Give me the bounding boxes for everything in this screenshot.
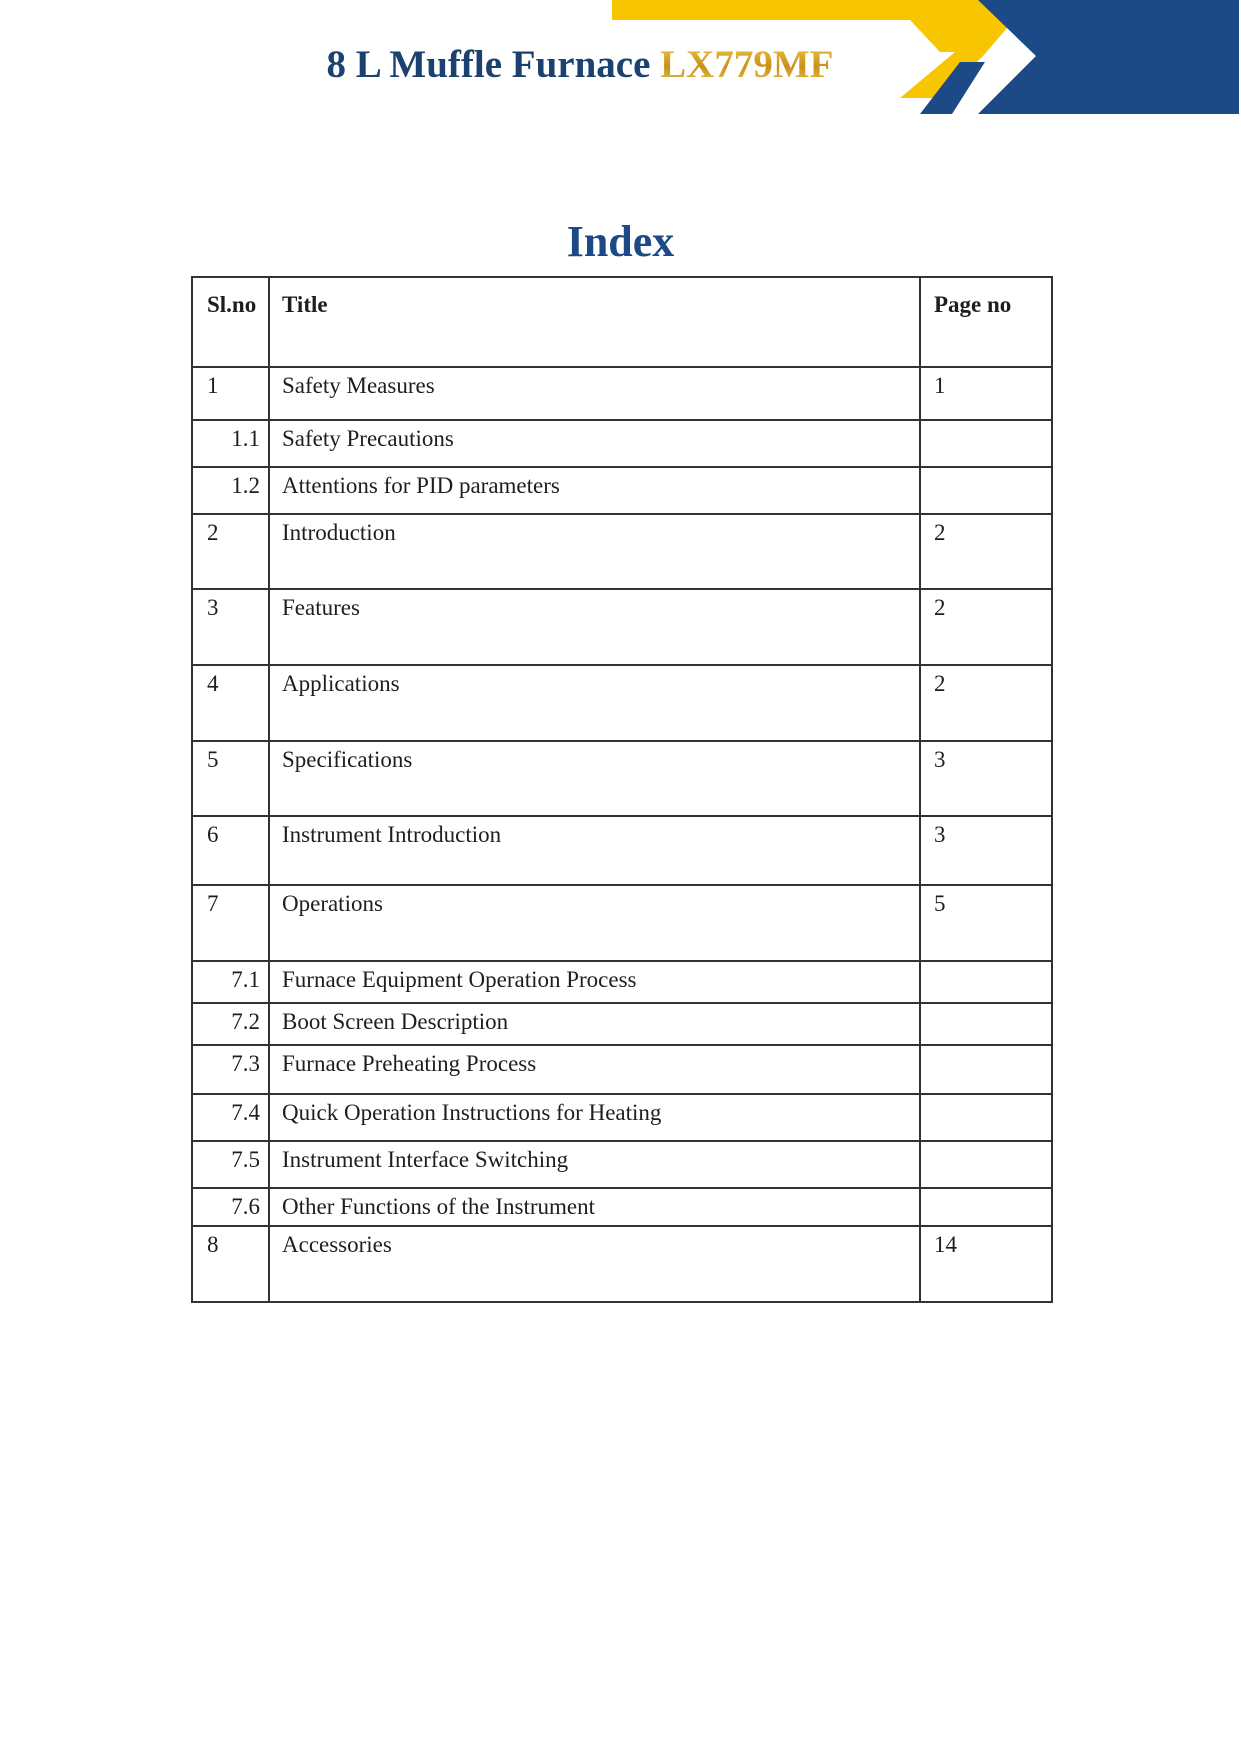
table-row (192, 514, 1052, 589)
row-slno: 2 (192, 514, 269, 589)
table-row (192, 1226, 1052, 1302)
row-page: 2 (920, 514, 1052, 589)
row-title: Specifications (269, 741, 920, 816)
table-row (192, 1141, 1052, 1188)
row-page (920, 1188, 1052, 1226)
table-row (192, 1045, 1052, 1094)
row-title: Other Functions of the Instrument (269, 1188, 920, 1226)
row-slno: 7.2 (192, 1003, 269, 1045)
row-title: Furnace Equipment Operation Process (269, 961, 920, 1003)
table-row (192, 961, 1052, 1003)
row-slno: 6 (192, 816, 269, 885)
row-title: Furnace Preheating Process (269, 1045, 920, 1094)
table-row (192, 589, 1052, 665)
row-page (920, 467, 1052, 514)
table-row (192, 885, 1052, 961)
table-row (192, 367, 1052, 420)
row-slno: 7.3 (192, 1045, 269, 1094)
row-page (920, 1045, 1052, 1094)
row-slno: 1.2 (192, 467, 269, 514)
row-title: Boot Screen Description (269, 1003, 920, 1045)
row-title: Accessories (269, 1226, 920, 1302)
row-slno: 1 (192, 367, 269, 420)
row-page: 3 (920, 816, 1052, 885)
row-slno: 7.6 (192, 1188, 269, 1226)
row-page (920, 961, 1052, 1003)
row-title: Applications (269, 665, 920, 741)
row-page: 2 (920, 665, 1052, 741)
row-slno: 7.1 (192, 961, 269, 1003)
table-row (192, 1188, 1052, 1226)
row-page (920, 1003, 1052, 1045)
row-title: Safety Measures (269, 367, 920, 420)
index-table (191, 276, 1053, 1303)
row-page: 2 (920, 589, 1052, 665)
row-page: 1 (920, 367, 1052, 420)
table-row (192, 816, 1052, 885)
column-header-page: Page no (920, 277, 1052, 367)
row-title: Features (269, 589, 920, 665)
index-table-header-row (192, 277, 1052, 367)
document-title-name: 8 L Muffle Furnace (326, 43, 661, 86)
row-title: Attentions for PID parameters (269, 467, 920, 514)
row-slno: 1.1 (192, 420, 269, 467)
index-heading: Index (566, 217, 675, 266)
table-row (192, 420, 1052, 467)
row-page (920, 1141, 1052, 1188)
document-title (0, 42, 1160, 87)
column-header-title: Title (269, 277, 920, 367)
row-slno: 7.4 (192, 1094, 269, 1141)
row-title: Instrument Interface Switching (269, 1141, 920, 1188)
table-row (192, 467, 1052, 514)
row-slno: 8 (192, 1226, 269, 1302)
table-row (192, 1094, 1052, 1141)
table-row (192, 1003, 1052, 1045)
column-header-slno: Sl.no (192, 277, 269, 367)
row-slno: 4 (192, 665, 269, 741)
row-title: Operations (269, 885, 920, 961)
row-title: Safety Precautions (269, 420, 920, 467)
row-slno: 7 (192, 885, 269, 961)
row-slno: 5 (192, 741, 269, 816)
row-page (920, 1094, 1052, 1141)
table-row (192, 741, 1052, 816)
document-title-model: LX779MF (660, 43, 834, 86)
row-slno: 3 (192, 589, 269, 665)
row-page: 14 (920, 1226, 1052, 1302)
row-title: Instrument Introduction (269, 816, 920, 885)
row-slno: 7.5 (192, 1141, 269, 1188)
row-page: 5 (920, 885, 1052, 961)
row-title: Quick Operation Instructions for Heating (269, 1094, 920, 1141)
row-page: 3 (920, 741, 1052, 816)
row-title: Introduction (269, 514, 920, 589)
row-page (920, 420, 1052, 467)
table-row (192, 665, 1052, 741)
